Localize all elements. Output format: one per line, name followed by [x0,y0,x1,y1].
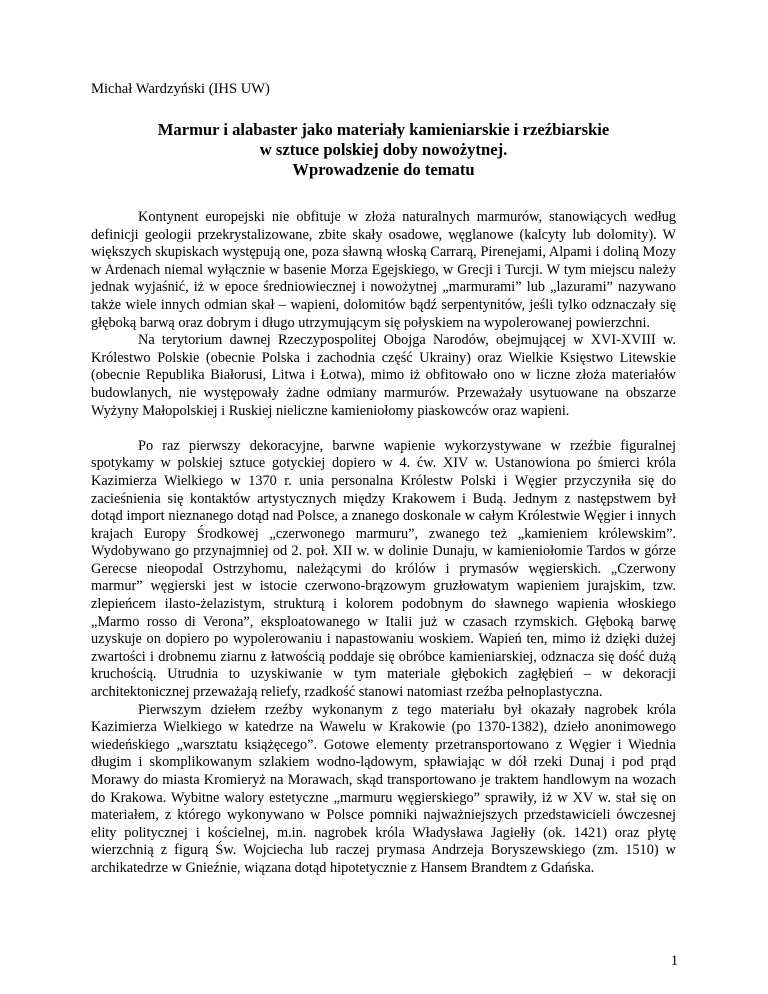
title-line: w sztuce polskiej doby nowożytnej. [259,140,508,159]
paragraph: Po raz pierwszy dekoracyjne, barwne wapienie wykorzystywane w rzeźbie figuralnej spotykamy w polskiej sztuce gotyckiej dopiero w 4. ćw. XIV w. Ustanowiona po śmierci króla Kazimierza Wielkiego w 1370 r. unia personalna Królestw Polski i Węgier przyczyniła się do zacieśnienia się kontaktów artystycznych między Krakowem i Budą. Jednym z następstwem był dotąd import nieznanego dotąd nad Polsce, a znanego doskonale w całym Królestwie Węgier i innych krajach Europy Środkowej „czerwonego marmuru”, zwanego też „kamieniem królewskim”. Wydobywano go przynajmniej od 2. poł. XII w. w dolinie Dunaju, w kamieniołomie Tardos w górze Gerecse nieopodal Ostrzyhomu, należącymi do królów i prymasów węgierskich. „Czerwony marmur” węgierski jest w istocie czerwono-brązowym gruzłowatym wapieniem jurajskim, tzw. zlepieńcem ilasto-żelazistym, strukturą i kolorem podobnym do sławnego wapienia włoskiego „Marmo rosso di Verona”, eksploatowanego w Italii już w czasach rzymskich. Głęboką barwę uzyskuje on dopiero po wypolerowaniu i napastowaniu woskiem. Wapień ten, mimo iż dzięki dużej zwartości i drobnemu ziarnu z łatwością poddaje się obróbce kamieniarskiej, odznacza się dość dużą kruchością. Utrudnia to uzyskiwanie w tym materiale głębokich zagłębień – w dekoracji architektonicznej przeważają reliefy, rzadkość stanowi natomiast rzeźba pełnoplastyczna. [91,437,676,701]
title-line: Marmur i alabaster jako materiały kamieniarskie i rzeźbiarskie [157,120,610,139]
document-title [91,120,676,180]
paragraph: Kontynent europejski nie obfituje w złoża naturalnych marmurów, stanowiących według definicji geologii przekrystalizowane, zbite skały osadowe, węglanowe (kalcyty lub dolomity). W większych skupiskach występują one, poza sławną włoską Carrarą, Pirenejami, Alpami i doliną Mozy w Ardenach niemal wyłącznie w basenie Morza Egejskiego, w Grecji i Turcji. W tym miejscu należy jednak wyjaśnić, iż w epoce średniowiecznej i nowożytnej „marmurami” lub „lazurami” nazywano także wiele innych odmian skał – wapieni, dolomitów bądź serpentynitów, jeśli tylko odznaczały się głęboką barwą oraz dobrym i długo utrzymującym się połyskiem na wypolerowanej powierzchni. [91,209,676,331]
paragraph: Pierwszym dziełem rzeźby wykonanym z tego materiału był okazały nagrobek króla Kazimierza Wielkiego w katedrze na Wawelu w Krakowie (po 1370-1382), dzieło anonimowego wiedeńskiego „warsztatu książęcego”. Gotowe elementy przetransportowano z Węgier i Wiednia długim i skomplikowanym szlakiem wodno-lądowym, spławiając w dół rzeki Dunaj i pod prąd Morawy do miasta Kromieryż na Morawach, skąd transportowano je traktem handlowym na wozach do Krakowa. Wybitne walory estetyczne „marmuru węgierskiego” sprawiły, iż w XV w. stał się on materiałem, z którego wykonywano w Polsce pomniki najważniejszych przedstawicieli ówczesnej elity politycznej i kościelnej, m.in. nagrobek króla Władysława Jagiełły (ok. 1421) oraz płytę wierzchnią z figurą Św. Wojciecha lub raczej prymasa Andrzeja Boryszewskiego (zm. 1510) w archikatedrze w Gnieźnie, wiązana dotąd hipotetycznie z Hansem Brandtem z Gdańska. [91,701,676,876]
document-body [91,209,676,878]
title-line: Wprowadzenie do tematu [292,160,475,179]
paragraph: Na terytorium dawnej Rzeczypospolitej Obojga Narodów, obejmującej w XVI-XVIII w. Królestwo Polskie (obecnie Polska i zachodnia część Ukrainy) oraz Wielkie Księstwo Litewskie (obecnie Republika Białorusi, Litwa i Łotwa), mimo iż obfitowało ono w liczne złoża materiałów budowlanych, nie występowały żadne odmiany marmurów. Przeważały usytuowane na obszarze Wyżyny Małopolskiej i Ruskiej nieliczne kamieniołomy piaskowców oraz wapieni. [91,332,676,419]
page-number: 1 [670,953,678,969]
author-line: Michał Wardzyński (IHS UW) [91,81,270,97]
